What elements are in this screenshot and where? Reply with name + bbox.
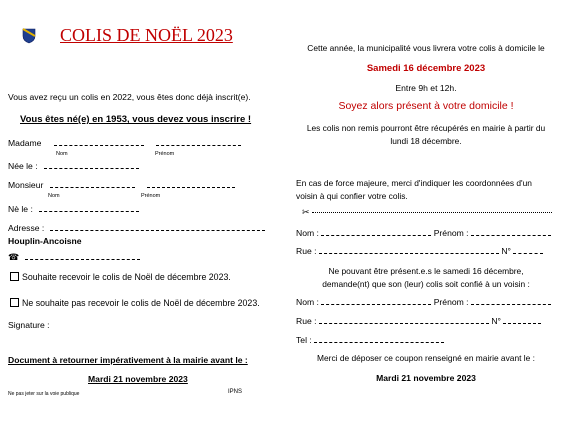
page-title: COLIS DE NOËL 2023 (60, 25, 233, 45)
voisin2-nom-field[interactable] (321, 297, 431, 305)
voisin1-prenom-field[interactable] (471, 228, 551, 236)
voisin1-nom-label: Nom : (296, 228, 319, 238)
presence-notice: Soyez alors présent à votre domicile ! (338, 100, 514, 112)
signature-label: Signature : (8, 320, 50, 330)
adresse-field[interactable] (50, 223, 265, 231)
return-notice: Document à retourner impérativement à la mairie avant le : (8, 355, 248, 365)
option-no-row (10, 298, 260, 308)
voisin2-nom-label: Nom : (296, 297, 319, 307)
checkbox-no-icon[interactable] (10, 298, 19, 307)
cut-line (296, 207, 558, 218)
delivery-date: Samedi 16 décembre 2023 (366, 63, 486, 74)
voisin2-prenom-field[interactable] (471, 297, 551, 305)
voisin2-rue-field[interactable] (319, 316, 489, 324)
voisin1-rue-label: Rue : (296, 246, 317, 256)
option-yes-label: Souhaite recevoir le colis de Noël de décembre 2023. (22, 272, 231, 282)
nee-le-label: Née le : (8, 161, 38, 171)
right-deadline: Mardi 21 novembre 2023 (376, 373, 476, 383)
coupon-notice: Merci de déposer ce coupon renseigné en mairie avant le : (317, 353, 535, 363)
voisin2-numero-field[interactable] (503, 316, 541, 324)
ne-le-field[interactable] (39, 204, 139, 212)
phone-field[interactable] (25, 252, 140, 260)
voisin2-tel-field[interactable] (314, 335, 444, 343)
madame-label: Madame (8, 138, 42, 148)
intro-text: Vous avez reçu un colis en 2022, vous êtes donc déjà inscrit(e). (8, 92, 251, 102)
monsieur-row (8, 180, 235, 190)
left-deadline: Mardi 21 novembre 2023 (88, 374, 188, 384)
nee-le-field[interactable] (44, 161, 139, 169)
monsieur-nom-field[interactable] (50, 180, 135, 188)
adresse-label: Adresse : (8, 223, 45, 233)
voisin2-rue-row (296, 316, 541, 326)
ne-le-label: Nè le : (8, 204, 33, 214)
monsieur-prenom-label: Prénom (141, 193, 161, 199)
force-majeure-line-2: voisin à qui confier votre colis. (296, 191, 408, 201)
city-label: Houplin-Ancoisne (8, 236, 82, 246)
force-majeure-line-1: En cas de force majeure, merci d'indiquer les coordonnées d'un (296, 178, 532, 188)
madame-prenom-field[interactable] (156, 138, 241, 146)
voisin2-rue-label: Rue : (296, 316, 317, 326)
madame-row (8, 138, 241, 148)
option-no-label: Ne souhaite pas recevoir le colis de Noël de décembre 2023. (22, 298, 260, 308)
monsieur-prenom-field[interactable] (147, 180, 235, 188)
born-notice: Vous êtes né(e) en 1953, vous devez vous inscrire ! (20, 114, 252, 125)
voisin1-rue-row (296, 246, 543, 256)
adresse-row (8, 223, 265, 233)
monsieur-nom-label: Nom (48, 193, 60, 199)
voisin2-prenom-label: Prénom : (433, 297, 469, 307)
madame-nom-field[interactable] (54, 138, 144, 146)
voisin2-numero-label: N° (491, 316, 501, 326)
uncollected-line-2: lundi 18 décembre. (390, 136, 462, 146)
nee-le-row (8, 161, 139, 171)
footer-left-text: Ne pas jeter sur la voie publique (8, 391, 80, 397)
ne-le-row (8, 204, 139, 214)
voisin1-numero-label: N° (501, 246, 511, 256)
voisin1-nom-field[interactable] (321, 228, 431, 236)
voisin1-rue-field[interactable] (319, 246, 499, 254)
monsieur-label: Monsieur (8, 180, 44, 190)
absent-notice-line-2: demande(nt) que son (leur) colis soit confié à un voisin : (322, 279, 530, 289)
coat-of-arms-icon (22, 28, 36, 44)
uncollected-line-1: Les colis non remis pourront être récupérés en mairie à partir du (306, 123, 546, 133)
madame-prenom-label: Prénom (155, 151, 175, 157)
right-column (292, 0, 560, 424)
telephone-icon: ☎ (8, 253, 20, 263)
voisin1-numero-field[interactable] (513, 246, 543, 254)
delivery-hours: Entre 9h et 12h. (395, 83, 457, 93)
madame-nom-label: Nom (56, 151, 68, 157)
scissors-icon: ✂ (302, 208, 310, 218)
voisin2-tel-label: Tel : (296, 335, 312, 345)
voisin1-name-row (296, 228, 551, 238)
voisin2-tel-row (296, 335, 444, 345)
phone-row (8, 252, 140, 263)
footer-ipns: IPNS (228, 389, 243, 395)
voisin1-prenom-label: Prénom : (433, 228, 469, 238)
option-yes-row (10, 272, 231, 282)
delivery-intro: Cette année, la municipalité vous livrera votre colis à domicile le (307, 43, 545, 53)
voisin2-name-row (296, 297, 551, 307)
absent-notice-line-1: Ne pouvant être présent.e.s le samedi 16 décembre, (328, 266, 524, 276)
checkbox-yes-icon[interactable] (10, 272, 19, 281)
